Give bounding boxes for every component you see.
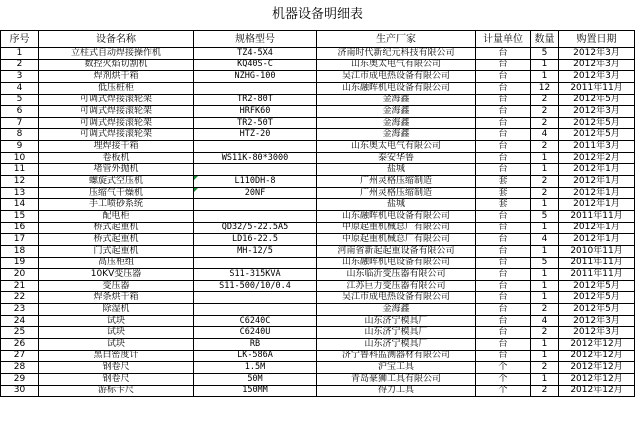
equipment-name-cell[interactable]: 手工喷砂系统 [39,199,194,211]
quantity-cell[interactable]: 1 [531,269,559,281]
row-index-cell[interactable]: 25 [1,327,39,339]
row-index-cell[interactable]: 12 [1,176,39,188]
purchase-date-cell[interactable]: 2012年5月 [559,117,635,129]
unit-cell[interactable]: 台 [476,152,531,164]
quantity-cell[interactable]: 1 [531,222,559,234]
purchase-date-cell[interactable]: 2012年1月 [559,164,635,176]
equipment-name-cell[interactable]: 螺旋式空压机 [39,176,194,188]
unit-cell[interactable]: 台 [476,339,531,351]
model-cell[interactable]: C6240C [194,315,317,327]
purchase-date-cell[interactable]: 2012年12月 [559,339,635,351]
model-cell[interactable]: QD32/5-22.5A5 [194,222,317,234]
model-cell[interactable] [194,164,317,176]
equipment-name-cell[interactable]: 可调式焊接滚轮架 [39,117,194,129]
quantity-cell[interactable]: 1 [531,280,559,292]
quantity-cell[interactable]: 1 [531,292,559,304]
model-cell[interactable]: L110DH-8 [194,176,317,188]
quantity-cell[interactable]: 2 [531,187,559,199]
purchase-date-cell[interactable]: 2012年5月 [559,280,635,292]
equipment-name-cell[interactable]: 试块 [39,327,194,339]
unit-cell[interactable]: 台 [476,117,531,129]
equipment-name-cell[interactable]: 低压桩柜 [39,82,194,94]
manufacturer-cell[interactable]: 广州灵格压缩制造 [317,176,476,188]
equipment-name-cell[interactable]: 桥式起重机 [39,222,194,234]
model-cell[interactable]: TR2-80T [194,94,317,106]
unit-cell[interactable]: 套 [476,199,531,211]
purchase-date-cell[interactable]: 2012年3月 [559,106,635,118]
equipment-name-cell[interactable]: 焊条烘干箱 [39,292,194,304]
row-index-cell[interactable]: 19 [1,257,39,269]
table-row [1,176,635,188]
model-cell[interactable]: KQ40S-C [194,59,317,71]
unit-cell[interactable]: 台 [476,129,531,141]
model-cell[interactable]: S11-500/10/0.4 [194,280,317,292]
manufacturer-cell[interactable]: 得力工具 [317,385,476,397]
quantity-cell[interactable]: 2 [531,176,559,188]
equipment-name-cell[interactable]: 压缩气干燥机 [39,187,194,199]
manufacturer-cell[interactable]: 金海鑫 [317,106,476,118]
quantity-cell[interactable]: 2 [531,385,559,397]
manufacturer-cell[interactable]: 山东济宁模具厂 [317,327,476,339]
quantity-cell[interactable]: 1 [531,339,559,351]
unit-cell[interactable]: 台 [476,48,531,60]
unit-cell[interactable]: 台 [476,245,531,257]
equipment-name-cell[interactable]: 配电柜 [39,210,194,222]
unit-cell[interactable]: 台 [476,327,531,339]
row-index-cell[interactable]: 6 [1,106,39,118]
table-row [1,117,635,129]
purchase-date-cell[interactable]: 2011年11月 [559,82,635,94]
unit-cell[interactable]: 台 [476,234,531,246]
unit-cell[interactable]: 台 [476,71,531,83]
model-cell[interactable] [194,257,317,269]
table-row [1,304,635,316]
equipment-name-cell[interactable]: 立柱式自动焊接操作机 [39,48,194,60]
purchase-date-cell[interactable]: 2012年3月 [559,315,635,327]
manufacturer-cell[interactable]: 山东临沂变压器有限公司 [317,269,476,281]
row-index-cell[interactable]: 8 [1,129,39,141]
purchase-date-cell[interactable]: 2012年5月 [559,292,635,304]
manufacturer-cell[interactable]: 济南时代新纪元科技有限公司 [317,48,476,60]
row-index-cell[interactable]: 22 [1,292,39,304]
row-index-cell[interactable]: 18 [1,245,39,257]
quantity-cell[interactable]: 1 [531,373,559,385]
equipment-name-cell[interactable]: 试块 [39,339,194,351]
unit-cell[interactable]: 个 [476,385,531,397]
unit-cell[interactable]: 台 [476,59,531,71]
equipment-table [0,30,635,397]
equipment-name-cell[interactable]: 钢卷尺 [39,373,194,385]
unit-cell[interactable]: 个 [476,362,531,374]
table-row [1,141,635,153]
model-cell[interactable]: LD16-22.5 [194,234,317,246]
table-row [1,234,635,246]
table-body [1,48,635,397]
table-row [1,362,635,374]
unit-cell[interactable]: 套 [476,176,531,188]
model-cell[interactable]: MH-12/5 [194,245,317,257]
row-index-cell[interactable]: 30 [1,385,39,397]
table-row [1,199,635,211]
unit-cell[interactable]: 台 [476,315,531,327]
quantity-cell[interactable]: 2 [531,94,559,106]
quantity-cell[interactable]: 5 [531,257,559,269]
model-cell[interactable]: TZ4-5X4 [194,48,317,60]
model-cell[interactable] [194,141,317,153]
row-index-cell[interactable]: 21 [1,280,39,292]
table-row [1,292,635,304]
quantity-cell[interactable]: 5 [531,210,559,222]
row-index-cell[interactable]: 14 [1,199,39,211]
row-index-cell[interactable]: 7 [1,117,39,129]
equipment-name-cell[interactable]: 卷板机 [39,152,194,164]
quantity-cell[interactable]: 12 [531,82,559,94]
model-cell[interactable] [194,199,317,211]
purchase-date-cell[interactable]: 2011年11月 [559,257,635,269]
row-index-cell[interactable]: 26 [1,339,39,351]
quantity-cell[interactable]: 2 [531,141,559,153]
purchase-date-cell[interactable]: 2012年12月 [559,385,635,397]
table-row [1,71,635,83]
model-cell[interactable]: 20NF [194,187,317,199]
quantity-cell[interactable]: 5 [531,48,559,60]
unit-cell[interactable]: 台 [476,280,531,292]
purchase-date-cell[interactable]: 2010年11月 [559,245,635,257]
manufacturer-cell[interactable]: 金海鑫 [317,129,476,141]
unit-cell[interactable]: 台 [476,164,531,176]
manufacturer-cell[interactable]: 吴江市成电热设备有限公司 [317,71,476,83]
header-row [1,31,635,48]
table-row [1,82,635,94]
equipment-name-cell[interactable]: 试块 [39,315,194,327]
purchase-date-cell[interactable]: 2012年1月 [559,187,635,199]
purchase-date-cell[interactable]: 2012年2月 [559,152,635,164]
model-cell[interactable]: HTZ-20 [194,129,317,141]
model-cell[interactable]: TR2-50T [194,117,317,129]
manufacturer-cell[interactable]: 山东融晖机电设备有限公司 [317,82,476,94]
unit-cell[interactable]: 台 [476,106,531,118]
model-cell[interactable] [194,292,317,304]
col-header: 规格型号 [194,31,317,48]
equipment-name-cell[interactable]: 除湿机 [39,304,194,316]
manufacturer-cell[interactable]: 盐城 [317,199,476,211]
model-cell[interactable]: WS11K-80*3000 [194,152,317,164]
unit-cell[interactable]: 台 [476,257,531,269]
model-cell[interactable]: 50M [194,373,317,385]
purchase-date-cell[interactable]: 2011年11月 [559,269,635,281]
table-row [1,222,635,234]
col-header: 设备名称 [39,31,194,48]
manufacturer-cell[interactable]: 山东奥太电气有限公司 [317,59,476,71]
equipment-name-cell[interactable]: 堵管外抛机 [39,164,194,176]
col-header: 序号 [1,31,39,48]
purchase-date-cell[interactable]: 2012年3月 [559,327,635,339]
manufacturer-cell[interactable]: 山东融晖机电设备有限公司 [317,210,476,222]
unit-cell[interactable]: 台 [476,94,531,106]
quantity-cell[interactable]: 4 [531,315,559,327]
model-cell[interactable]: HRFK60 [194,106,317,118]
quantity-cell[interactable]: 1 [531,199,559,211]
manufacturer-cell[interactable]: 沪宝工具 [317,362,476,374]
manufacturer-cell[interactable]: 山东济宁模具厂 [317,315,476,327]
equipment-name-cell[interactable]: 可调式焊接滚轮架 [39,106,194,118]
manufacturer-cell[interactable]: 济宁鲁科监测器材有限公司 [317,350,476,362]
model-cell[interactable]: RB [194,339,317,351]
table-row [1,152,635,164]
table-row [1,245,635,257]
purchase-date-cell[interactable]: 2012年1月 [559,222,635,234]
manufacturer-cell[interactable]: 金海鑫 [317,304,476,316]
quantity-cell[interactable]: 4 [531,234,559,246]
row-index-cell[interactable]: 3 [1,71,39,83]
col-header: 购置日期 [559,31,635,48]
quantity-cell[interactable]: 1 [531,71,559,83]
table-row [1,94,635,106]
table-row [1,210,635,222]
model-cell[interactable]: NZHG-100 [194,71,317,83]
unit-cell[interactable]: 台 [476,210,531,222]
table-row [1,373,635,385]
quantity-cell[interactable]: 2 [531,304,559,316]
quantity-cell[interactable]: 1 [531,164,559,176]
quantity-cell[interactable]: 1 [531,152,559,164]
manufacturer-cell[interactable]: 山东济宁模具厂 [317,339,476,351]
equipment-name-cell[interactable]: 可调式焊接滚轮架 [39,129,194,141]
purchase-date-cell[interactable]: 2012年5月 [559,304,635,316]
equipment-name-cell[interactable]: 数控火焰切割机 [39,59,194,71]
page-title: 机器设备明细表 [271,7,363,22]
purchase-date-cell[interactable]: 2012年3月 [559,71,635,83]
table-row [1,187,635,199]
manufacturer-cell[interactable]: 金海鑫 [317,117,476,129]
equipment-name-cell[interactable]: 钢卷尺 [39,362,194,374]
quantity-cell[interactable]: 1 [531,350,559,362]
purchase-date-cell[interactable]: 2012年3月 [559,48,635,60]
table-row [1,48,635,60]
unit-cell[interactable]: 台 [476,222,531,234]
equipment-name-cell[interactable]: 高压柜组 [39,257,194,269]
purchase-date-cell[interactable]: 2012年1月 [559,199,635,211]
manufacturer-cell[interactable]: 河南省新起起重设备有限公司 [317,245,476,257]
purchase-date-cell[interactable]: 2012年12月 [559,362,635,374]
manufacturer-cell[interactable]: 金海鑫 [317,94,476,106]
row-index-cell[interactable]: 13 [1,187,39,199]
manufacturer-cell[interactable]: 山东融晖机电设备有限公司 [317,257,476,269]
quantity-cell[interactable]: 2 [531,327,559,339]
equipment-name-cell[interactable]: 黑白密度计 [39,350,194,362]
table-row [1,59,635,71]
manufacturer-cell[interactable]: 盐城 [317,164,476,176]
purchase-date-cell[interactable]: 2012年12月 [559,373,635,385]
model-cell[interactable] [194,82,317,94]
table-row [1,339,635,351]
row-index-cell[interactable]: 23 [1,304,39,316]
row-index-cell[interactable]: 20 [1,269,39,281]
row-index-cell[interactable]: 29 [1,373,39,385]
table-row [1,385,635,397]
table-row [1,269,635,281]
col-header: 数量 [531,31,559,48]
table-row [1,350,635,362]
table-row [1,280,635,292]
quantity-cell[interactable]: 1 [531,59,559,71]
manufacturer-cell[interactable]: 江苏巨力变压器有限公司 [317,280,476,292]
row-index-cell[interactable]: 1 [1,48,39,60]
row-index-cell[interactable]: 2 [1,59,39,71]
model-cell[interactable]: S11-315KVA [194,269,317,281]
purchase-date-cell[interactable]: 2012年5月 [559,94,635,106]
quantity-cell[interactable]: 2 [531,117,559,129]
table-row [1,257,635,269]
manufacturer-cell[interactable]: 吴江市成电热设备有限公司 [317,292,476,304]
row-index-cell[interactable]: 27 [1,350,39,362]
manufacturer-cell[interactable]: 广州灵格压缩制造 [317,187,476,199]
unit-cell[interactable]: 台 [476,304,531,316]
manufacturer-cell[interactable]: 泰安华鲁 [317,152,476,164]
col-header: 计量单位 [476,31,531,48]
purchase-date-cell[interactable]: 2012年12月 [559,350,635,362]
equipment-name-cell[interactable]: 变压器 [39,280,194,292]
equipment-name-cell[interactable]: 桥式起重机 [39,234,194,246]
purchase-date-cell[interactable]: 2012年5月 [559,129,635,141]
unit-cell[interactable]: 台 [476,350,531,362]
model-cell[interactable] [194,304,317,316]
quantity-cell[interactable]: 2 [531,362,559,374]
unit-cell[interactable]: 台 [476,292,531,304]
purchase-date-cell[interactable]: 2012年1月 [559,234,635,246]
purchase-date-cell[interactable]: 2012年1月 [559,176,635,188]
unit-cell[interactable]: 台 [476,82,531,94]
model-cell[interactable]: 150MM [194,385,317,397]
purchase-date-cell[interactable]: 2011年11月 [559,210,635,222]
model-cell[interactable]: C6240U [194,327,317,339]
row-index-cell[interactable]: 16 [1,222,39,234]
manufacturer-cell[interactable]: 中原起重机械总厂有限公司 [317,222,476,234]
unit-cell[interactable]: 台 [476,141,531,153]
purchase-date-cell[interactable]: 2011年3月 [559,141,635,153]
unit-cell[interactable]: 个 [476,373,531,385]
equipment-name-cell[interactable]: 焊剂烘干箱 [39,71,194,83]
row-index-cell[interactable]: 10 [1,152,39,164]
model-cell[interactable]: LK-586A [194,350,317,362]
quantity-cell[interactable]: 1 [531,245,559,257]
manufacturer-cell[interactable]: 青岛豪狮工具有限公司 [317,373,476,385]
table-row [1,327,635,339]
manufacturer-cell[interactable]: 中原起重机械总厂有限公司 [317,234,476,246]
row-index-cell[interactable]: 9 [1,141,39,153]
model-cell[interactable] [194,210,317,222]
manufacturer-cell[interactable]: 山东奥太电气有限公司 [317,141,476,153]
quantity-cell[interactable]: 4 [531,129,559,141]
row-index-cell[interactable]: 5 [1,94,39,106]
row-index-cell[interactable]: 17 [1,234,39,246]
unit-cell[interactable]: 套 [476,187,531,199]
model-cell[interactable]: 1.5M [194,362,317,374]
row-index-cell[interactable]: 4 [1,82,39,94]
row-index-cell[interactable]: 28 [1,362,39,374]
col-header: 生产厂家 [317,31,476,48]
equipment-name-cell[interactable]: 可调式焊接滚轮架 [39,94,194,106]
quantity-cell[interactable]: 2 [531,106,559,118]
row-index-cell[interactable]: 24 [1,315,39,327]
row-index-cell[interactable]: 11 [1,164,39,176]
purchase-date-cell[interactable]: 2012年3月 [559,59,635,71]
equipment-name-cell[interactable]: 游标卡尺 [39,385,194,397]
unit-cell[interactable]: 台 [476,269,531,281]
table-row [1,315,635,327]
table-row [1,106,635,118]
equipment-name-cell[interactable]: 门式起重机 [39,245,194,257]
equipment-name-cell[interactable]: 10KV变压器 [39,269,194,281]
row-index-cell[interactable]: 15 [1,210,39,222]
table-row [1,164,635,176]
table-row [1,129,635,141]
equipment-name-cell[interactable]: 埋焊接干箱 [39,141,194,153]
